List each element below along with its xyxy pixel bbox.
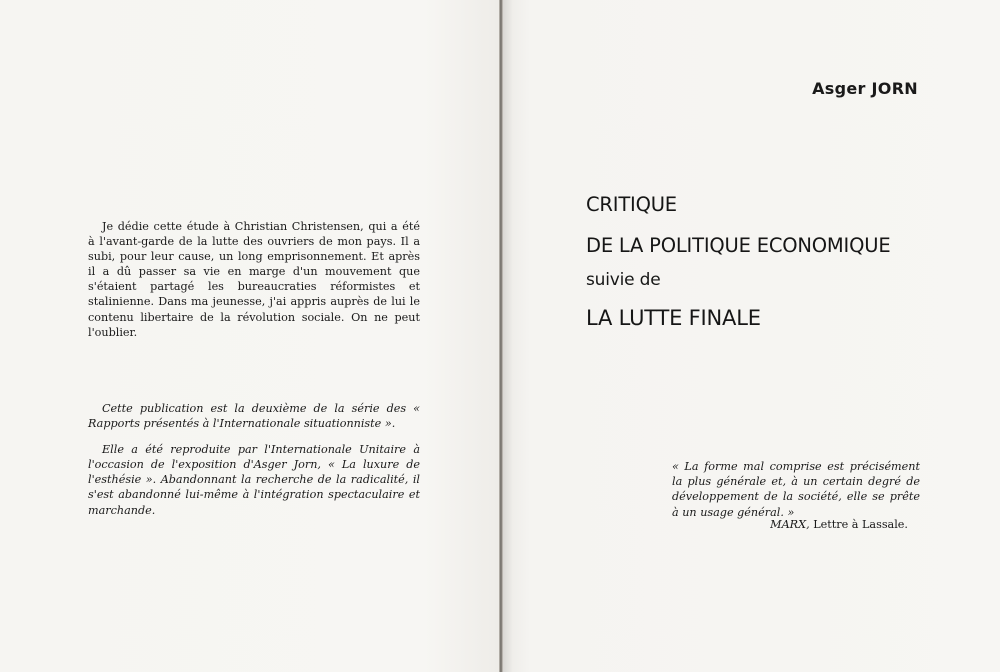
- right-page: [500, 0, 1000, 672]
- author-name: Asger JORN: [812, 79, 918, 98]
- gutter-shadow: [503, 0, 513, 672]
- title-line-critique: CRITIQUE: [586, 193, 677, 216]
- title-line-politique: DE LA POLITIQUE ECONOMIQUE: [586, 234, 891, 257]
- publication-note: [88, 401, 420, 528]
- publication-note-paragraph-2: Elle a été reproduite par l'Internationale Unitaire à l'occasion de l'exposition d'Asger Jorn, « La luxure de l'esthésie ». Abandonnant la recherche de la radicalité, il s'est abandonné lui-même à l'intégration spectaculaire et marchande.: [88, 442, 420, 517]
- publication-note-paragraph-1: Cette publication est la deuxième de la série des « Rapports présentés à l'Internationale situationniste ».: [88, 402, 420, 431]
- title-connector: suivie de: [586, 270, 661, 290]
- dedication-text: Je dédie cette étude à Christian Christensen, qui a été à l'avant-garde de la lutte des ouvriers de mon pays. Il a subi, pour leur cause, un long emprisonnement. Et après il a dû passer sa vie en marge d'un mouvement que s'étaient partagé les bureaucraties réformistes et stalinienne. Dans ma jeunesse, j'ai appris auprès de lui le contenu libertaire de la révolution sociale. On ne peut l'oublier.: [88, 220, 420, 339]
- attribution-source: Lettre à Lassale.: [813, 518, 908, 531]
- epigraph-quote: « La forme mal comprise est précisément la plus générale et, à un certain degré de développement de la société, elle se prête à un usage général. »: [672, 460, 920, 519]
- title-line-lutte-finale: LA LUTTE FINALE: [586, 306, 761, 330]
- epigraph-attribution: [770, 518, 908, 531]
- attribution-author: MARX,: [770, 518, 810, 531]
